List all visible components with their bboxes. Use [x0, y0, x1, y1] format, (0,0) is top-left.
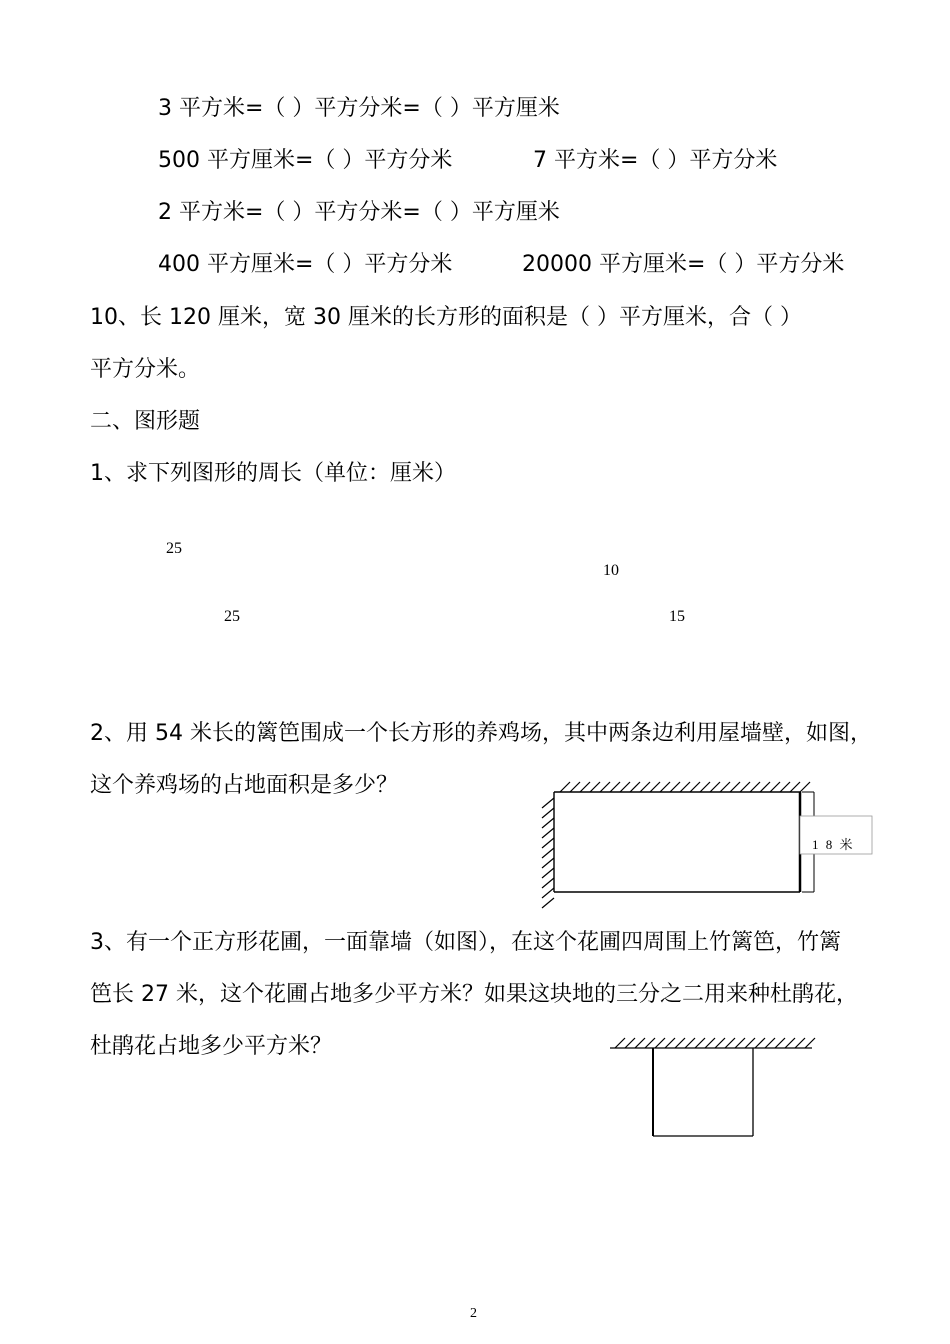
figure-question-3-line-1: 3、有一个正方形花圃，一面靠墙（如图），在这个花圃四周围上竹篱笆，竹篱	[90, 930, 841, 955]
conversion-line-2a: 500 平方厘米=（ ）平方分米	[158, 148, 453, 173]
page-number: 2	[470, 1306, 477, 1321]
yard-side-label: 1 8 米	[812, 837, 855, 852]
conversion-line-3: 2 平方米=（ ）平方分米=（ ）平方厘米	[158, 200, 560, 225]
conversion-line-4b: 20000 平方厘米=（ ）平方分米	[522, 252, 845, 277]
figure-number-b: 25	[224, 608, 240, 625]
section-heading: 二、图形题	[90, 409, 201, 434]
figure-number-c: 10	[603, 562, 619, 579]
conversion-line-2b: 7 平方米=（ ）平方分米	[533, 148, 778, 173]
conversion-line-1: 3 平方米=（ ）平方分米=（ ）平方厘米	[158, 96, 560, 121]
figure-question-3-line-3: 杜鹃花占地多少平方米？	[90, 1034, 333, 1059]
garden-figure	[605, 1032, 815, 1142]
figure-question-1: 1、求下列图形的周长（单位：厘米）	[90, 461, 456, 486]
figure-question-2-line-2: 这个养鸡场的占地面积是多少？	[90, 773, 399, 798]
figure-question-2-line-1: 2、用 54 米长的篱笆围成一个长方形的养鸡场，其中两条边利用屋墙壁，如图，	[90, 721, 872, 746]
figure-number-a: 25	[166, 540, 182, 557]
question-10-line-2: 平方分米。	[90, 357, 201, 382]
figure-question-3-line-2: 笆长 27 米，这个花圃占地多少平方米？如果这块地的三分之二用来种杜鹃花，	[90, 982, 858, 1007]
question-10-line-1: 10、长 120 厘米，宽 30 厘米的长方形的面积是（ ）平方厘米，合（ ）	[90, 305, 802, 330]
conversion-line-4a: 400 平方厘米=（ ）平方分米	[158, 252, 453, 277]
figure-number-d: 15	[669, 608, 685, 625]
